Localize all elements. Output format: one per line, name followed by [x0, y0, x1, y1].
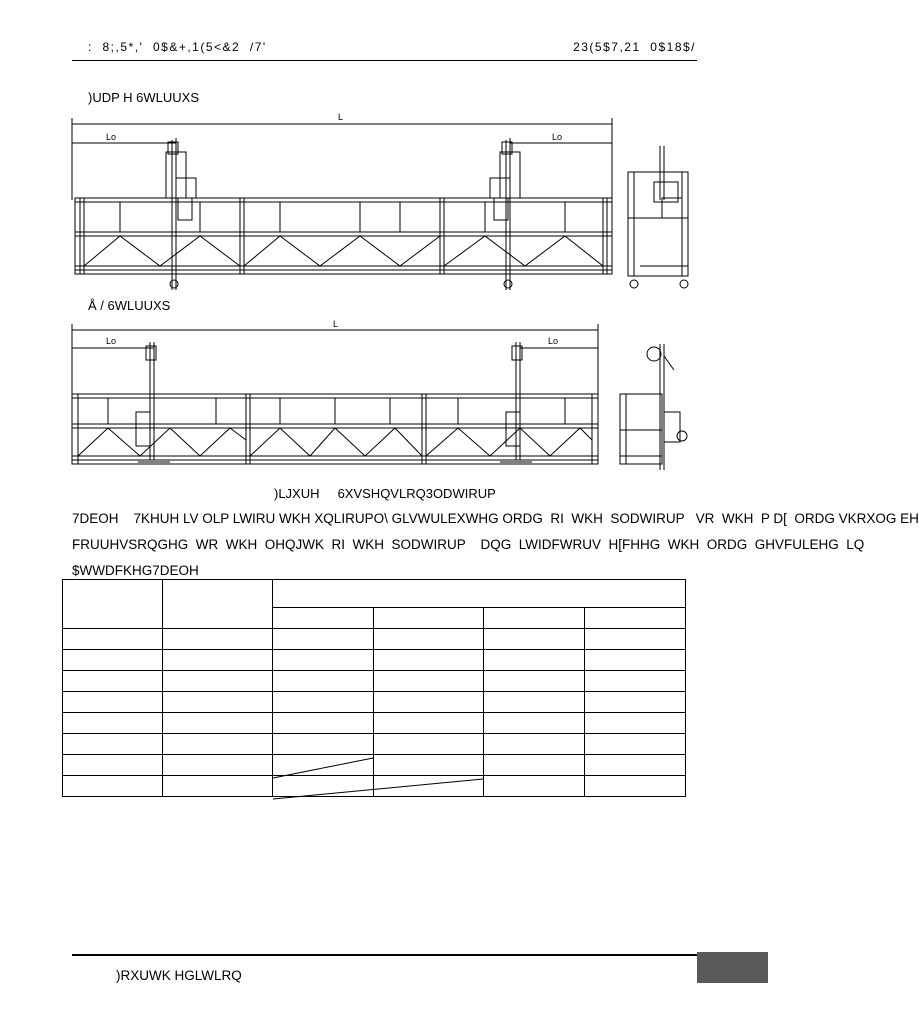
figure-a-side-view — [72, 118, 612, 290]
figure-a-dim-L: L — [338, 112, 344, 122]
table-cell — [63, 692, 163, 713]
table-cell — [585, 734, 686, 755]
table-cell — [374, 650, 484, 671]
table-cell — [163, 776, 273, 797]
table-row — [63, 734, 686, 755]
table-cell — [484, 734, 585, 755]
table-cell — [374, 776, 484, 797]
table-cell — [484, 650, 585, 671]
figure-b-caption: Å / 6WLUUXS — [88, 298, 171, 313]
figure-a-dim-Lo-left: Lo — [106, 132, 117, 142]
table-cell — [585, 776, 686, 797]
table-cell — [374, 713, 484, 734]
table-row — [63, 671, 686, 692]
table-header-cell — [374, 607, 484, 628]
table-cell — [484, 671, 585, 692]
table-cell — [484, 629, 585, 650]
table-cell — [163, 755, 273, 776]
table-cell — [484, 692, 585, 713]
footer-edition: )RXUWK HGLWLRQ — [116, 968, 242, 983]
page-tab-block — [697, 952, 768, 983]
table-cell — [585, 650, 686, 671]
table-row — [63, 755, 686, 776]
table-cell — [63, 671, 163, 692]
table-cell — [374, 692, 484, 713]
table-row — [63, 650, 686, 671]
running-header-right: 23(5$7,21 0$18$/ — [573, 40, 696, 54]
table-cell — [585, 629, 686, 650]
figure-b-end-view — [620, 344, 687, 470]
table-cell — [273, 671, 374, 692]
table-cell — [273, 629, 374, 650]
table-cell — [273, 650, 374, 671]
table-cell — [374, 629, 484, 650]
table-cell — [273, 692, 374, 713]
table-row — [63, 692, 686, 713]
figure-b-dim-Lo-left: Lo — [106, 336, 117, 346]
table-cell — [163, 650, 273, 671]
table-cell — [273, 755, 374, 776]
table-cell — [484, 713, 585, 734]
table-cell — [484, 755, 585, 776]
figure-b-dim-Lo-right: Lo — [548, 336, 559, 346]
table-header-cell — [273, 580, 686, 608]
table-cell — [374, 734, 484, 755]
table-cell — [163, 734, 273, 755]
table-cell — [484, 776, 585, 797]
table-row — [63, 629, 686, 650]
table-cell — [273, 713, 374, 734]
table-cell — [585, 755, 686, 776]
table-header-cell — [63, 580, 163, 629]
footer-rule — [72, 954, 697, 956]
table-row — [63, 713, 686, 734]
table-header-row — [63, 580, 686, 608]
table-header-cell — [163, 580, 273, 629]
body-line-3: $WWDFKHG7DEOH — [72, 563, 199, 578]
table-cell — [63, 734, 163, 755]
running-header-left: : 8;,5*,' 0$&+,1(5<&2 /7' — [88, 40, 267, 54]
table-cell — [63, 650, 163, 671]
body-line-2: FRUUHVSRQGHG WR WKH OHQJWK RI WKH SODWIRUP DQG LWIDFWRUV H[FHHG WKH ORDG GHVFULEHG LQ — [72, 537, 865, 552]
table-cell — [585, 692, 686, 713]
figure-a-end-view — [628, 146, 688, 288]
table-cell — [585, 671, 686, 692]
figure-b-side-view — [72, 324, 598, 464]
table-cell — [63, 755, 163, 776]
load-table — [62, 579, 686, 797]
body-line-1: 7DEOH 7KHUH LV OLP LWIRU WKH XQLIRUPO\ GLVWULEXWHG ORDG RI WKH SODWIRUP VR WKH P D[ ORDG VKRXOG EH — [72, 511, 919, 526]
table-cell — [273, 734, 374, 755]
figure-caption: )LJXUH 6XVSHQVLRQ3ODWIRUP — [274, 486, 496, 501]
table-header-cell — [585, 607, 686, 628]
table-cell — [163, 692, 273, 713]
table-cell — [63, 776, 163, 797]
figure-a-caption: )UDP H 6WLUUXS — [88, 90, 200, 105]
table-cell — [163, 713, 273, 734]
table-cell — [63, 713, 163, 734]
figure-a-dim-Lo-right: Lo — [552, 132, 563, 142]
table-cell — [63, 629, 163, 650]
table-row — [63, 776, 686, 797]
table-header-cell — [273, 607, 374, 628]
table-cell — [585, 713, 686, 734]
table-cell — [374, 671, 484, 692]
table-cell — [273, 776, 374, 797]
table-cell — [163, 671, 273, 692]
figure-b-dim-L: L — [333, 319, 339, 329]
table-header-cell — [484, 607, 585, 628]
table-cell — [374, 755, 484, 776]
table-cell — [163, 629, 273, 650]
